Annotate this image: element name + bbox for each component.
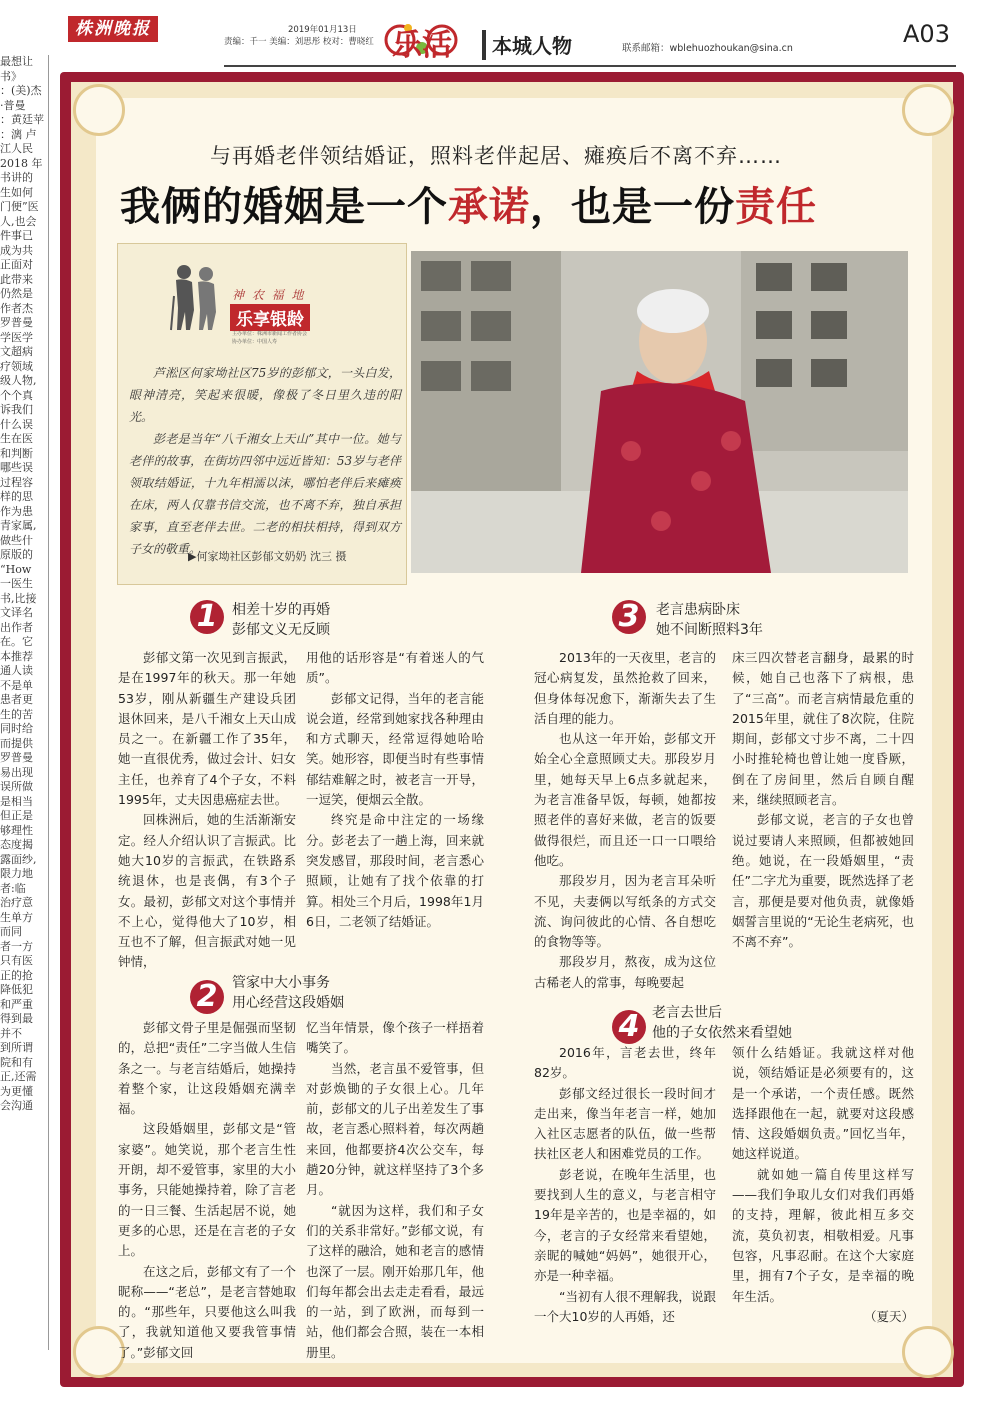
column-logo-title: 乐享银龄 [230, 304, 310, 331]
strip-line: 不是单 [0, 678, 33, 692]
strip-line: 得到最 [0, 1012, 33, 1025]
strip-line: 学医学 [0, 330, 33, 344]
body-paragraph: 用他的话形容是“有着迷人的气质”。 [306, 650, 484, 686]
strip-line: 会沟通 [0, 1099, 33, 1112]
strip-line: 罗普曼 [0, 751, 33, 764]
title-highlight: 责任 [735, 183, 817, 230]
frame-corner-ornament [73, 84, 125, 136]
strip-line: 露面纱, [0, 852, 37, 866]
strip-line: ：(美)杰 [0, 84, 42, 97]
strip-line: 书,比接 [0, 591, 37, 605]
strip-line: 并不 [0, 1026, 22, 1040]
strip-line: 正的抢 [0, 968, 33, 982]
body-paragraph: 当然，老言虽不爱管事，但对彭焕锄的子女很上心。几年前，彭郁文的儿子出差发生了事故，老言悉心照料着，每次两趟来回，他都要挤4次公交车，每趟20分钟，就这样坚持了3个多月。 [306, 1060, 484, 1198]
body-paragraph: 终究是命中注定的一场缘分。彭老去了一趟上海，回来就突发感冒，那段时间，老言悉心照顾，让她有了找个依靠的打算。相处三个月后，1998年1月6日，二老领了结婚证。 [306, 812, 484, 929]
section-logo [378, 18, 474, 62]
strip-line: 文超病 [0, 345, 33, 358]
strip-line: 为更懂 [0, 1084, 33, 1098]
strip-line: 出作者 [0, 620, 33, 634]
strip-line: 一医生 [0, 577, 33, 590]
section-title-line: 他的子女依然来看望她 [652, 1025, 792, 1041]
strip-line: 在。它 [0, 635, 33, 648]
strip-line: 但正是 [0, 809, 33, 822]
body-paragraph: 彭郁文说，老言的子女也曾说过要请人来照顾，但都被她回绝。她说，在一段婚姻里，“责任”二字尤为重要，既然选择了老言，那便是要对他负责，就像婚姻誓言里说的“无论生老病死，也不离不弃”。 [732, 812, 914, 950]
section-name: 本城人物 [492, 34, 572, 58]
portrait-photo [411, 251, 908, 573]
strip-line: 同时给 [0, 722, 33, 735]
section-logo-text: 乐活 [392, 28, 452, 63]
article-subtitle: 与再婚老伴领结婚证，照料老伴起居、瘫痪后不离不弃…… [210, 144, 782, 168]
strip-line: 限力地 [0, 867, 33, 880]
issue-date: 2019年01月13日 [288, 25, 357, 35]
strip-line: 是相当 [0, 794, 33, 808]
section-title-line: 老言去世后 [652, 1005, 722, 1021]
strip-line: 罗普曼 [0, 316, 33, 329]
body-column [534, 1043, 716, 1327]
header-rule [224, 65, 956, 67]
body-paragraph: 2016年，言老去世，终年82岁。 [534, 1045, 716, 1081]
frame-corner-ornament [902, 84, 954, 136]
body-column [732, 648, 914, 952]
body-paragraph: 忆当年情景，像个孩子一样捂着嘴笑了。 [306, 1020, 484, 1056]
editor-credits: 责编：千一 美编：刘思彤 校对：曹晓红 [224, 37, 374, 47]
strip-line: 最想让 [0, 55, 33, 68]
body-column [118, 1018, 296, 1363]
section-number: 2 [190, 980, 224, 1014]
strip-line: 正面对 [0, 258, 33, 271]
strip-line: 者一方 [0, 939, 33, 953]
section-title [232, 600, 330, 640]
body-paragraph: 彭郁文经过很长一段时间才走出来，像当年老言一样，她加入社区志愿者的队伍，做一些帮扶社区老人和困难党员的工作。 [534, 1085, 716, 1162]
strip-line: 仍然是 [0, 287, 33, 300]
strip-line: 件事已 [0, 229, 33, 242]
intro-paragraph: 彭老是当年“八千湘女上天山”其中一位。她与老伴的故事，在街坊四邻中远近皆知：53岁与老伴领取结婚证，十九年相濡以沫，哪怕老伴后来瘫痪在床，两人仅靠书信交流，也不离不弃，独自承担家事，直至老伴去世。二老的相扶相持，得到双方子女的敬重。 [129, 432, 401, 556]
strip-line: 疗领域 [0, 359, 33, 373]
column-logo-cosponsor: 协办单位：中国人寿 [232, 339, 278, 345]
body-paragraph: 彭郁文骨子里是倔强而坚韧的，总把“责任”二字当做人生信条之一。与老言结婚后，她操持着整个家，让这段婚姻充满幸福。 [118, 1020, 296, 1117]
body-paragraph: 在这之后，彭郁文有了一个昵称——“老总”，是老言替她取的。“那些年，只要他这么叫我了，我就知道他又要我管事情了。”彭郁文回 [118, 1263, 296, 1360]
strip-line: 级人物, [0, 374, 37, 387]
strip-line: 书讲的 [0, 171, 33, 184]
strip-line: 此带来 [0, 272, 33, 286]
strip-line: 样的思 [0, 490, 33, 503]
strip-line: 青家属, [0, 519, 37, 532]
column-logo [168, 262, 338, 352]
strip-line: 2018 年 [0, 156, 43, 170]
newspaper-logo: 株洲晚报 [68, 16, 158, 42]
section-number: 4 [612, 1010, 646, 1044]
section-number: 3 [612, 600, 646, 634]
strip-line: 个个真 [0, 388, 33, 402]
body-column [732, 1043, 914, 1327]
strip-line: 生在医 [0, 432, 33, 445]
body-paragraph: 就如她一篇自传里这样写——我们争取儿女们对我们再婚的支持，理解，彼此相互多交流，莫负初衷，相敬相爱。凡事包容，凡事忍耐。在这个大家庭里，拥有7个子女，是幸福的晚年生活。 [732, 1166, 914, 1304]
strip-line: 生单方 [0, 910, 33, 924]
strip-line: 文译名 [0, 606, 33, 619]
section-number: 1 [190, 600, 224, 634]
strip-line: 正,还需 [0, 1070, 37, 1083]
body-paragraph: 彭老说，在晚年生活里，也要找到人生的意义，与老言相守19年是辛苦的，也是幸福的，如今，老言的子女经常来看望她，亲昵的喊她“妈妈”，她很开心，亦是一种幸福。 [534, 1166, 716, 1284]
strip-line: ：黄廷苹 [0, 113, 44, 126]
strip-line: 成为共 [0, 243, 33, 257]
page-number: A03 [903, 20, 950, 48]
strip-line: 够理性 [0, 823, 33, 837]
intro-text [129, 362, 401, 560]
title-part: 我俩的婚姻是一个 [120, 183, 448, 230]
strip-line: 而同 [0, 925, 22, 938]
body-paragraph: 回株洲后，她的生活渐渐安定。经人介绍认识了言振武。比她大10岁的言振武，在铁路系统退休，也是丧偶，有3个子女。最初，彭郁文对这个事情并不上心，觉得他大了10岁，相互也不了解，但言振武对她一见钟情， [118, 812, 296, 970]
section-title-line: 相差十岁的再婚 [232, 602, 330, 618]
strip-line: 哪些误 [0, 461, 33, 474]
section-title-line: 彭郁文义无反顾 [232, 622, 330, 638]
strip-line: 只有医 [0, 954, 33, 967]
strip-line: 而提供 [0, 736, 33, 750]
strip-line: 什么误 [0, 417, 33, 431]
strip-line: 易出现 [0, 765, 33, 779]
body-column [118, 648, 296, 973]
strip-line: ：漓 卢 [0, 127, 37, 141]
strip-line: 作者杰 [0, 301, 33, 315]
strip-line: 原版的 [0, 548, 33, 561]
body-paragraph: 也从这一年开始，彭郁文开始全心全意照顾丈夫。那段岁月里，她每天早上6点多就起来，为老言准备早饭，每顿，她都按照老伴的喜好来做，老言的饭要做得很烂，而且还一口一口喂给他吃。 [534, 731, 716, 868]
body-column [306, 1018, 484, 1363]
body-paragraph: 那段岁月，因为老言耳朵听不见，夫妻俩以写纸条的方式交流、询问彼此的心情、各自想吃的食物等等。 [534, 873, 716, 950]
section-title-line: 老言患病卧床 [656, 602, 740, 618]
body-paragraph: “就因为这样，我们和子女们的关系非常好。”彭郁文说，有了这样的融洽，她和老言的感情也深了一层。刚开始那几年，他们每年都会出去走走看看，最远的一站，到了欧洲，而每到一站，他们都会合照，装在一本相册里。 [306, 1202, 484, 1360]
section-title [652, 1003, 792, 1043]
body-paragraph: 这段婚姻里，彭郁文是“管家婆”。她笑说，那个老言生性开朗，却不爱管事，家里的大小事务，只能她操持着，除了言老的一日三餐、生活起居不说，她更多的心思，还是在言老的子女上。 [118, 1121, 296, 1259]
strip-line: 生如何 [0, 185, 33, 199]
body-paragraph: 彭郁文第一次见到言振武，是在1997年的秋天。那一年她53岁，刚从新疆生产建设兵团退休回来，是八千湘女上天山成员之一。在新疆工作了35年，她一直很优秀，做过会计、妇女主任，也养育了4个子女，不料1995年，丈夫因患癌症去世。 [118, 650, 296, 808]
strip-line: 书》 [0, 69, 22, 83]
strip-line: 者:临 [0, 881, 26, 895]
article-title [120, 175, 817, 232]
strip-line: 态度揭 [0, 838, 33, 851]
title-highlight: 承诺 [448, 183, 530, 230]
strip-line: “How [0, 562, 32, 576]
strip-line: 生的苦 [0, 707, 33, 721]
previous-page-strip [0, 55, 48, 1350]
byline: （夏天） [863, 1308, 914, 1324]
strip-line: 院和有 [0, 1055, 33, 1069]
strip-line: 通人读 [0, 664, 33, 677]
section-title-line: 用心经营这段婚姻 [232, 995, 344, 1011]
intro-paragraph: 芦淞区何家坳社区75岁的彭郁文，一头白发，眼神清亮，笑起来很暖，像极了冬日里久违的阳光。 [129, 366, 401, 424]
strip-line: 和严重 [0, 997, 33, 1011]
column-logo-organizer: 主办单位：株洲市新闻工作者协会 [232, 331, 308, 337]
body-paragraph: 2013年的一天夜里，老言的冠心病复发，虽然抢救了回来，但身体每况愈下，渐渐失去了生活自理的能力。 [534, 650, 716, 726]
strip-line: 患者更 [0, 693, 33, 706]
strip-line: 作为患 [0, 504, 33, 518]
body-paragraph: 领什么结婚证。我就这样对他说，领结婚证是必须要有的，这是一个承诺，一个责任感。既然选择跟他在一起，就要对这段感情、这段婚姻负责。”回忆当年，她这样说道。 [732, 1045, 914, 1162]
column-logo-tagline: 神 农 福 地 [232, 288, 306, 302]
strip-line: 到所谓 [0, 1041, 33, 1054]
strip-line: 治疗意 [0, 896, 33, 909]
frame-corner-ornament [902, 1326, 954, 1378]
elderly-couple-icon [168, 262, 228, 332]
body-paragraph: 彭郁文记得，当年的老言能说会道，经常到她家找各种理由和方式聊天，经常逗得她哈哈笑。她形容，即便当时有些事情郁结难解之时，被老言一开导，一逗笑，便烟云全散。 [306, 690, 484, 808]
body-paragraph: 床三四次替老言翻身，最累的时候，她自己也落下了病根，患了“三高”。而老言病情最危重的2015年里，就住了8次院，住院期间，彭郁文寸步不离，二十四小时推轮椅也曾让她一度昏厥，倒在了房间里，然后自顾自醒来，继续照顾老言。 [732, 650, 914, 808]
strip-line: 人,也会 [0, 214, 37, 228]
strip-line: 和判断 [0, 446, 33, 460]
section-bar [482, 30, 486, 60]
strip-line: ·普曼 [0, 98, 26, 112]
body-paragraph: 那段岁月，熬夜，成为这位古稀老人的常事，每晚要起 [534, 954, 716, 990]
body-column [306, 648, 484, 932]
strip-line: 江人民 [0, 142, 33, 155]
strip-divider [48, 55, 49, 1350]
strip-line: 门便”医 [0, 200, 39, 213]
photo-illustration [411, 251, 908, 573]
strip-line: 过程容 [0, 475, 33, 489]
masthead-info [224, 24, 374, 48]
section-title-line: 她不间断照料3年 [656, 622, 763, 638]
contact-email: 联系邮箱：wblehuozhoukan@sina.cn [622, 43, 793, 54]
section-title-line: 管家中大小事务 [232, 975, 330, 991]
section-title [656, 600, 763, 640]
title-part: ，也是一份 [530, 183, 735, 230]
strip-line: 降低犯 [0, 983, 33, 996]
strip-line: 做些什 [0, 533, 33, 547]
strip-line: 诉我们 [0, 403, 33, 416]
photo-caption: ▶何家坳社区彭郁文奶奶 沈三 摄 [188, 550, 347, 563]
section-title [232, 973, 344, 1013]
body-column [534, 648, 716, 993]
body-paragraph: “当初有人很不理解我，说跟一个大10岁的人再婚，还 [534, 1288, 716, 1324]
strip-line: 误所做 [0, 780, 33, 793]
strip-line: 本推荐 [0, 649, 33, 663]
